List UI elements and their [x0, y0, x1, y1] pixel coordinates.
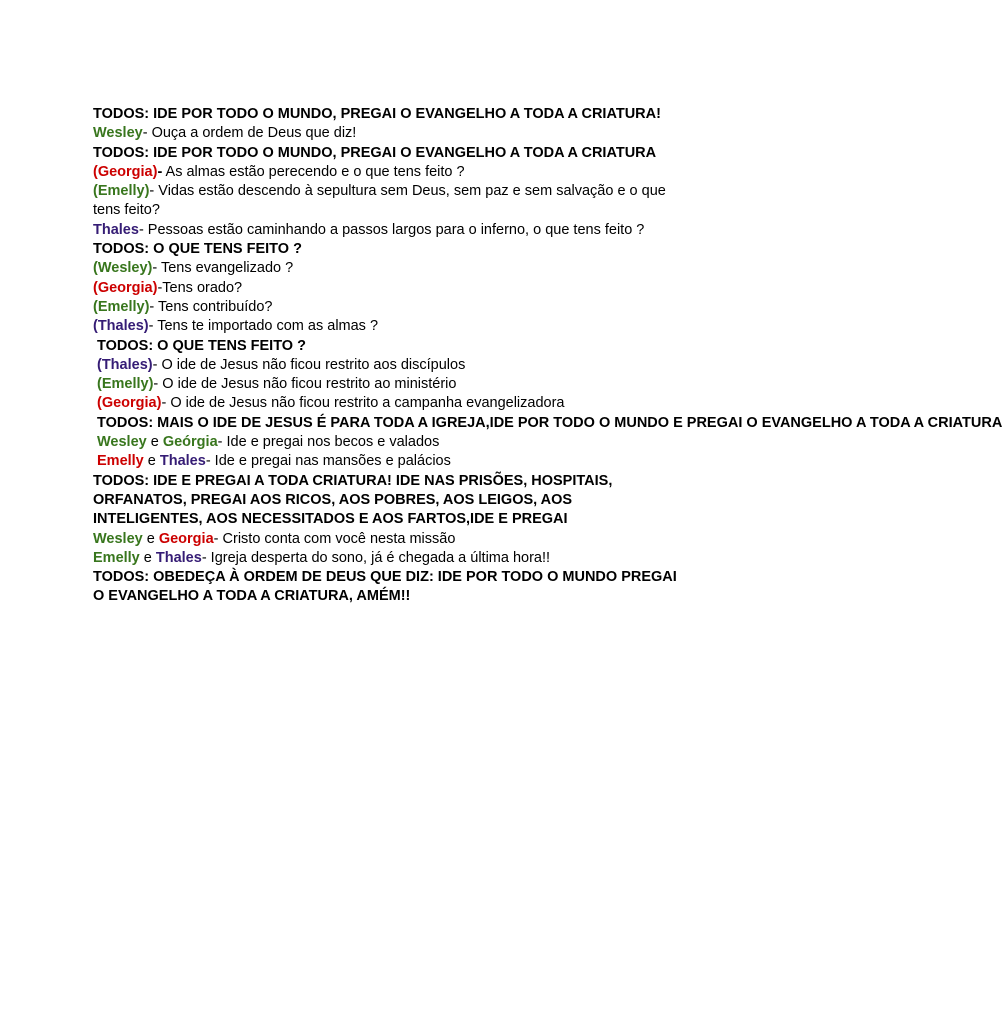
speaker-text: Vidas estão descendo à sepultura sem Deus, sem paz e sem salvação e o que tens feito? — [93, 183, 666, 219]
chorus-line: TODOS: O QUE TENS FEITO ? — [93, 241, 302, 258]
speaker-line — [93, 375, 683, 394]
speaker-name-b: Thales — [155, 549, 202, 566]
speaker-line — [93, 394, 683, 413]
speaker-line — [93, 221, 683, 240]
separator: - — [157, 163, 163, 180]
speaker-text: Ouça a ordem de Deus que diz! — [147, 125, 357, 142]
speaker-text: Ide e pregai nas mansões e palácios — [210, 453, 451, 470]
speaker-name: (Georgia) — [93, 279, 158, 296]
speaker-name: (Wesley) — [93, 260, 153, 277]
speaker-line — [93, 259, 683, 278]
duo-line — [93, 452, 683, 471]
speaker-text: Tens orado? — [162, 279, 243, 296]
speaker-name-a: Emelly — [97, 453, 144, 470]
speaker-line — [93, 356, 683, 375]
speaker-text: Tens contribuído? — [154, 298, 273, 315]
conjunction: e — [139, 549, 156, 566]
separator: - — [152, 260, 158, 277]
duo-line — [93, 433, 683, 452]
speaker-name: Wesley — [93, 125, 143, 142]
speaker-text: Ide e pregai nos becos e valados — [222, 434, 440, 451]
duo-line — [93, 549, 683, 568]
chorus-text: TODOS: MAIS O IDE DE JESUS É PARA TODA A IGREJA,IDE POR TODO O MUNDO E PREGAI O EVANGELHO A TODA A CRIATURA — [93, 414, 1002, 431]
speaker-text: Cristo conta com você nesta missão — [218, 530, 456, 547]
conjunction: e — [143, 453, 160, 470]
speaker-line — [93, 182, 683, 221]
speaker-text: Tens te importado com as almas ? — [153, 318, 379, 335]
separator: - — [161, 395, 167, 412]
conjunction: e — [142, 530, 159, 547]
chorus-line: TODOS: IDE POR TODO O MUNDO, PREGAI O EVANGELHO A TODA A CRIATURA — [93, 144, 657, 161]
separator: - — [152, 356, 158, 373]
speaker-name-a: Emelly — [93, 549, 140, 566]
document-body — [93, 105, 1002, 607]
speaker-name-b: Geórgia — [162, 434, 218, 451]
chorus-line — [93, 414, 1002, 433]
speaker-name-a: Wesley — [97, 434, 147, 451]
speaker-name: (Thales) — [93, 318, 149, 335]
speaker-text: O ide de Jesus não ficou restrito ao ministério — [158, 376, 457, 393]
speaker-name: Thales — [93, 221, 139, 238]
speaker-line — [93, 317, 683, 336]
separator: - — [148, 318, 154, 335]
separator: - — [149, 183, 155, 200]
speaker-line — [93, 124, 683, 143]
chorus-line: TODOS: IDE POR TODO O MUNDO, PREGAI O EVANGELHO A TODA A CRIATURA! — [93, 106, 661, 122]
separator: - — [201, 549, 207, 566]
chorus-line: TODOS: IDE E PREGAI A TODA CRIATURA! IDE NAS PRISÕES, HOSPITAIS, ORFANATOS, PREGAI AOS RICOS, AOS POBRES, AOS LEIGOS, AOS INTELIGENTES, AOS NECESSITADOS E AOS FARTOS,IDE E PREGAI — [93, 472, 613, 528]
duo-line — [93, 530, 683, 549]
speaker-name: (Georgia) — [97, 395, 162, 412]
separator: - — [157, 279, 163, 296]
speaker-name: (Georgia) — [93, 163, 158, 180]
speaker-name-a: Wesley — [93, 530, 143, 547]
speaker-text: O ide de Jesus não ficou restrito aos discípulos — [157, 356, 466, 373]
speaker-text: Pessoas estão caminhando a passos largos para o inferno, o que tens feito ? — [143, 221, 645, 238]
speaker-line — [93, 298, 683, 317]
separator: - — [142, 125, 148, 142]
speaker-text: As almas estão perecendo e o que tens feito ? — [162, 163, 465, 180]
chorus-line: TODOS: O QUE TENS FEITO ? — [93, 337, 306, 354]
speaker-text: Tens evangelizado ? — [157, 260, 294, 277]
speaker-name: (Emelly) — [93, 298, 150, 315]
separator: - — [217, 434, 223, 451]
speaker-name-b: Thales — [159, 453, 206, 470]
chorus-line: TODOS: OBEDEÇA À ORDEM DE DEUS QUE DIZ: IDE POR TODO O MUNDO PREGAI O EVANGELHO A TODA A CRIATURA, AMÉM!! — [93, 569, 677, 605]
speaker-line — [93, 163, 683, 182]
speaker-name-b: Georgia — [158, 530, 214, 547]
speaker-name: (Emelly) — [97, 376, 154, 393]
speaker-name: (Thales) — [97, 356, 153, 373]
separator: - — [149, 298, 155, 315]
separator: - — [153, 376, 159, 393]
speaker-line — [93, 279, 683, 298]
separator: - — [138, 221, 144, 238]
speaker-name: (Emelly) — [93, 183, 150, 200]
separator: - — [205, 453, 211, 470]
separator: - — [213, 530, 219, 547]
conjunction: e — [146, 434, 163, 451]
speaker-text: O ide de Jesus não ficou restrito a campanha evangelizadora — [166, 395, 565, 412]
speaker-text: Igreja desperta do sono, já é chegada a última hora!! — [206, 549, 551, 566]
